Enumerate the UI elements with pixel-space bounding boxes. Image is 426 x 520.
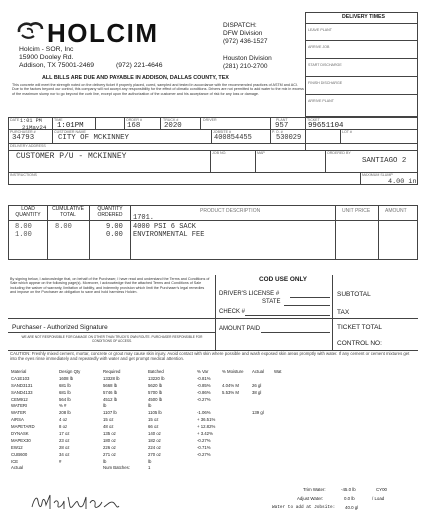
batch-cell: 5746 lb — [103, 389, 118, 395]
batch-cell — [219, 430, 249, 437]
authorized-signature-label: Purchaser - Authorized Signature — [12, 324, 108, 331]
batch-cell — [271, 458, 291, 465]
batch-row — [8, 382, 291, 389]
batch-cell: 208 lb — [59, 410, 71, 416]
batch-cell: 139 gl — [252, 410, 264, 416]
batch-cell: -0.27% — [197, 451, 211, 457]
trim-water-label: Trim Water: — [303, 487, 326, 492]
batch-cell — [271, 423, 291, 430]
leave-plant-label: LEAVE PLANT — [308, 28, 332, 32]
batch-cell: 140 oz — [148, 430, 161, 436]
batch-cell — [271, 416, 291, 423]
batch-cell: 4.04% M — [222, 382, 239, 388]
purchaser-label: PURCHASER # — [10, 130, 36, 134]
batch-cell: 13220 lb — [148, 375, 165, 381]
max-slump-value: 4.00 in — [388, 178, 417, 186]
batch-cell — [249, 416, 271, 423]
ordered-by-label: ORDERED BY — [327, 151, 351, 155]
ticket-total-label: TICKET TOTAL — [337, 324, 383, 331]
batch-cell: SAND4133 — [11, 389, 33, 395]
batch-cell — [249, 458, 271, 465]
batch-cell: -0.27% — [197, 437, 211, 443]
batch-cell — [271, 375, 291, 382]
ordered-by-value: SANTIAGO 2 — [362, 157, 407, 165]
batch-cell: 23 oz — [59, 437, 70, 443]
batch-row — [8, 458, 291, 465]
batch-row — [8, 430, 291, 437]
dispatch-phone: (972) 436-1527 — [223, 38, 268, 45]
batch-cell — [249, 423, 271, 430]
batch-cell: -0.85% — [197, 382, 211, 388]
delivery-address-label: DELIVERY ADDRESS — [10, 144, 46, 148]
product-row-1-description: 4000 PSI 6 SACK — [133, 223, 197, 231]
batch-cell — [249, 375, 271, 382]
company-street: 15900 Dooley Rd. — [19, 54, 74, 61]
batch-cell — [271, 382, 291, 389]
delivery-times-title: DELIVERY TIMES — [342, 14, 385, 20]
product-row-1-ordered: 9.00 — [106, 223, 123, 231]
time-value: 1:01PM — [57, 122, 84, 130]
batch-header-var: % Var — [197, 368, 209, 374]
time-print: 1:01 PM — [20, 118, 42, 124]
check-label: CHECK # — [219, 309, 246, 315]
batch-cell: CEM912 — [11, 396, 28, 402]
batch-cell — [249, 402, 271, 409]
batch-cell: + 3.42% — [197, 430, 213, 436]
batch-cell: MAPETARD — [11, 424, 35, 430]
cod-title: COD USE ONLY — [259, 276, 308, 283]
terms-body: This concrete will meet the strength noted on the delivery ticket if properly placed, cured, sampled and tested in accordance with the recommended practices of ASTM and ACI. Due to the factors beyond our control, this company will not accept any responsibility for the effect of climatic conditions. Drivers are not permitted to add water to the mix in excess of the maximum slump nor to go beyond the curb line, except upon the authorization of the customer and his acceptance of risk for any loss or damage. — [12, 83, 304, 96]
cumulative-total-header: CUMULATIVE TOTAL — [52, 206, 84, 218]
batch-cell — [219, 375, 249, 382]
plant-value: 957 — [275, 122, 289, 130]
unit-price-header: UNIT PRICE — [342, 208, 371, 214]
batch-row — [8, 389, 291, 396]
batch-header-actual: Actual — [252, 368, 264, 374]
batch-cell — [219, 416, 249, 423]
batch-cell: CA1E103 — [11, 375, 30, 381]
state-label: STATE — [262, 299, 281, 305]
po-value: 530029 — [276, 134, 302, 142]
batch-cell: WATERI — [11, 403, 28, 409]
batch-cell: 26 gl — [252, 382, 262, 388]
batch-row — [8, 402, 291, 409]
batch-cell — [219, 423, 249, 430]
batch-cell: 13328 lb — [103, 375, 120, 381]
batch-cell: + 36.51% — [197, 417, 216, 423]
batch-cell — [219, 437, 249, 444]
trim-water-note: CY00 — [376, 487, 387, 492]
product-description-header: PRODUCT DESCRIPTION — [200, 208, 261, 214]
amount-paid-label: AMOUNT PAID — [219, 326, 261, 332]
batch-cell: Num Batches: — [103, 465, 130, 471]
batch-row — [8, 396, 291, 403]
houston-division: Houston Division — [223, 55, 272, 62]
plant-label: PLANT — [276, 118, 288, 122]
signature-scribble-icon — [28, 489, 123, 517]
batch-cell: 1 — [148, 465, 151, 471]
batch-header-moisture: % Moisture — [222, 368, 244, 374]
batch-cell — [249, 430, 271, 437]
batch-row — [8, 423, 291, 430]
batch-cell — [271, 464, 291, 471]
batch-cell: 66 oz — [148, 424, 159, 430]
lot-label: LOT # — [342, 130, 352, 134]
batch-cell: 681 lb — [59, 382, 71, 388]
batch-cell: SAND3131 — [11, 382, 33, 388]
customer-label: CUSTOMER NAME — [54, 130, 86, 134]
map-label: MAP — [257, 151, 265, 155]
batch-cell — [219, 451, 249, 458]
batch-cell — [249, 451, 271, 458]
batch-cell: Actual — [11, 465, 23, 471]
water-added-label: Water to add at Jobsite: — [272, 505, 336, 510]
batch-cell: 182 oz — [148, 437, 161, 443]
dispatch-label: DISPATCH: — [223, 22, 257, 29]
batch-cell: EW12 — [11, 444, 23, 450]
drivers-license-label: DRIVER'S LICENSE # — [219, 291, 280, 297]
arrive-plant-label: ARRIVE PLANT — [308, 99, 334, 103]
batch-cell — [249, 464, 271, 471]
batch-cell: -0.81% — [197, 375, 211, 381]
batch-row — [8, 444, 291, 451]
batch-cell — [249, 437, 271, 444]
batch-cell — [271, 430, 291, 437]
batch-cell: -0.27% — [197, 396, 211, 402]
batch-cell — [194, 402, 219, 409]
batch-cell: 34 oz — [59, 451, 70, 457]
batch-cell — [271, 451, 291, 458]
batch-cell: 564 lb — [59, 396, 71, 402]
delivery-times-box — [305, 12, 418, 117]
max-slump-label: MAXIMUM SLUMP — [362, 173, 393, 177]
batch-header-required: Required — [103, 368, 121, 374]
batch-cell: 1608 lb — [59, 375, 74, 381]
batch-cell — [219, 444, 249, 451]
batch-cell: -1.06% — [197, 410, 211, 416]
batch-row — [8, 437, 291, 444]
po-label: P. O. # — [272, 130, 283, 134]
caution-text: CAUTION: Freshly mixed cement, mortar, concrete or grout may cause skin injury. Avoid contact with skin where possible and wash exposed skin areas promptly with water. If any cement or cement mixtures get into the eyes rinse immediately and repeatedly with water and get prompt medical attention. — [10, 351, 410, 361]
product-row-2-ordered: 0.00 — [106, 231, 123, 239]
batch-cell: lb — [103, 403, 107, 409]
adjust-water-note: / Load — [372, 496, 385, 501]
driver-label: DRIVER — [203, 118, 217, 122]
batch-cell: 15 oz — [103, 417, 114, 423]
batch-cell — [271, 444, 291, 451]
customer-value: CITY OF MCKINNEY — [58, 134, 129, 142]
batch-cell: lb — [148, 403, 152, 409]
batch-cell: # — [59, 458, 62, 464]
holcim-mark-icon — [16, 20, 46, 42]
batch-cell: 4512 lb — [103, 396, 118, 402]
batch-cell: 28 oz — [59, 444, 70, 450]
delivery-address-value: CUSTOMER P/U - MCKINNEY — [16, 152, 127, 161]
time-label: TIME — [54, 118, 63, 122]
load-quantity-header: LOAD QUANTITY — [15, 206, 41, 218]
water-added-value: 40.0 gl — [345, 505, 359, 510]
purchaser-value: 34793 — [12, 134, 35, 142]
dispatch-division: DFW Division — [223, 30, 263, 37]
adjust-water-label: Adjust Water: — [297, 496, 324, 501]
batch-cell: CUB600 — [11, 451, 28, 457]
batch-cell: 15 oz — [148, 417, 159, 423]
batch-cell: ICE — [11, 458, 19, 464]
batch-cell: 135 oz — [103, 430, 116, 436]
batch-cell: 4500 lb — [148, 396, 163, 402]
product-row-1-code: 1701. — [133, 214, 155, 222]
product-row-2-description: ENVIRONMENTAL FEE — [133, 231, 205, 239]
adjust-water-value: 0.0 lb — [344, 496, 355, 501]
jobsite-value: 400854455 — [214, 134, 252, 142]
batch-cell: 1107 lb — [103, 410, 117, 416]
instructions-label: INSTRUCTIONS — [10, 173, 37, 177]
date-label: DATE — [10, 118, 20, 122]
batch-header-batched: Batched — [148, 368, 164, 374]
product-row-1-cumulative: 8.00 — [55, 223, 72, 231]
company-phone: (972) 221-4646 — [116, 62, 163, 69]
batch-cell: lb — [148, 458, 152, 464]
batch-cell — [194, 458, 219, 465]
batch-cell: 1105 lb — [148, 410, 162, 416]
batch-cell — [271, 437, 291, 444]
handwritten-signature — [28, 489, 123, 517]
product-row-1-load: 8.00 — [15, 223, 32, 231]
batch-cell: 270 oz — [148, 451, 161, 457]
batch-header-water: Wat — [274, 368, 282, 374]
trim-water-value: -45.0 lb — [341, 487, 356, 492]
start-discharge-label: START DISCHARGE — [308, 63, 342, 67]
batch-cell: + 12.82% — [197, 424, 216, 430]
batch-cell — [249, 444, 271, 451]
ticket-value: 99651104 — [308, 122, 344, 130]
subtotal-label: SUBTOTAL — [337, 291, 371, 298]
batch-cell — [271, 389, 291, 396]
batch-row — [8, 375, 291, 382]
quantity-ordered-header: QUANTITY ORDERED — [97, 206, 123, 218]
job-no-label: JOB NO. — [212, 151, 227, 155]
batch-cell: 226 oz — [103, 444, 116, 450]
tax-label: TAX — [337, 309, 350, 316]
batch-cell: 224 oz — [148, 444, 161, 450]
batch-cell: lb — [103, 458, 107, 464]
product-row-2-load: 1.00 — [15, 231, 32, 239]
batch-cell: % # — [59, 403, 67, 409]
batch-cell: 38 gl — [252, 389, 262, 395]
not-responsible-text: WE ARE NOT RESPONSIBLE FOR DAMAGE ON OTHER THAN TRUCK'S OWN ROUTE. PURCHASER RESPONSIBLE FOR CONDITIONS OF ACCESS. — [21, 335, 203, 343]
houston-phone: (281) 210-2700 — [223, 63, 268, 70]
company-name: Holcim - SOR, Inc — [19, 46, 74, 53]
batch-cell: DYNASK — [11, 430, 29, 436]
arrive-job-label: ARRIVE JOB — [308, 45, 330, 49]
batch-cell: 5.53% M — [222, 389, 239, 395]
batch-cell — [219, 402, 249, 409]
batch-cell — [219, 396, 249, 403]
batch-header-row — [8, 368, 291, 375]
batch-cell: 180 oz — [103, 437, 116, 443]
batch-cell: -0.71% — [197, 444, 211, 450]
batch-cell: 17 oz — [59, 430, 70, 436]
finish-discharge-label: FINISH DISCHARGE — [308, 81, 343, 85]
batch-cell: MAPEX30 — [11, 437, 31, 443]
order-label: ORDER # — [126, 118, 142, 122]
batch-cell — [249, 396, 271, 403]
batch-header-design-qty: Design Qty — [59, 368, 81, 374]
batch-cell — [271, 402, 291, 409]
order-value: 168 — [127, 122, 141, 130]
batch-cell: 48 oz — [103, 424, 114, 430]
batch-weights-table — [8, 368, 291, 471]
batch-cell: 681 lb — [59, 389, 71, 395]
batch-cell: 5668 lb — [103, 382, 118, 388]
logo-wordmark: HOLCIM — [47, 18, 159, 48]
batch-header-material: Material — [11, 368, 27, 374]
truck-label: TRUCK # — [163, 118, 179, 122]
batch-row — [8, 451, 291, 458]
batch-row — [8, 409, 291, 416]
batch-cell — [271, 396, 291, 403]
batch-cell — [194, 464, 219, 471]
acknowledgement-text: By signing below, I acknowledge that, on behalf of the Purchaser, I have read and understand the Terms and Conditions of Sale which appear on the following page(s). Moreover, I acknowledge that the attached Terms and Conditions of Sale including the waiver of warranty, limitation of liability, and indemnity provision which limit the Purchaser's legal remedies and impose on the Purchaser an obligation to save and hold harmless Holcim. — [10, 277, 210, 294]
date-value: 21May24 — [22, 124, 47, 131]
batch-cell: WATER — [11, 410, 27, 416]
batch-row — [8, 464, 291, 471]
batch-cell: AIRSA — [11, 417, 24, 423]
batch-cell: 8 oz — [59, 424, 68, 430]
company-city: Addison, TX 75001-2469 — [19, 62, 95, 69]
batch-cell: 5620 lb — [148, 382, 163, 388]
batch-cell: 271 oz — [103, 451, 116, 457]
batch-cell — [219, 458, 249, 465]
terms-heading: ALL BILLS ARE DUE AND PAYABLE IN ADDISON, DALLAS COUNTY, TEX — [42, 75, 229, 81]
batch-cell — [219, 464, 249, 471]
batch-row — [8, 416, 291, 423]
holcim-logo — [16, 20, 46, 42]
truck-value: 2020 — [164, 122, 182, 130]
batch-cell: 5700 lb — [148, 389, 163, 395]
ticket-label: TICKET — [307, 118, 320, 122]
batch-cell: -0.86% — [197, 389, 211, 395]
batch-cell — [56, 464, 100, 471]
jobsite-label: JOBSITE # — [213, 130, 231, 134]
batch-cell — [271, 409, 291, 416]
amount-header: AMOUNT — [385, 208, 407, 214]
batch-cell: 4 oz — [59, 417, 68, 423]
control-no-label: CONTROL NO: — [337, 340, 382, 347]
batch-cell — [219, 409, 249, 416]
